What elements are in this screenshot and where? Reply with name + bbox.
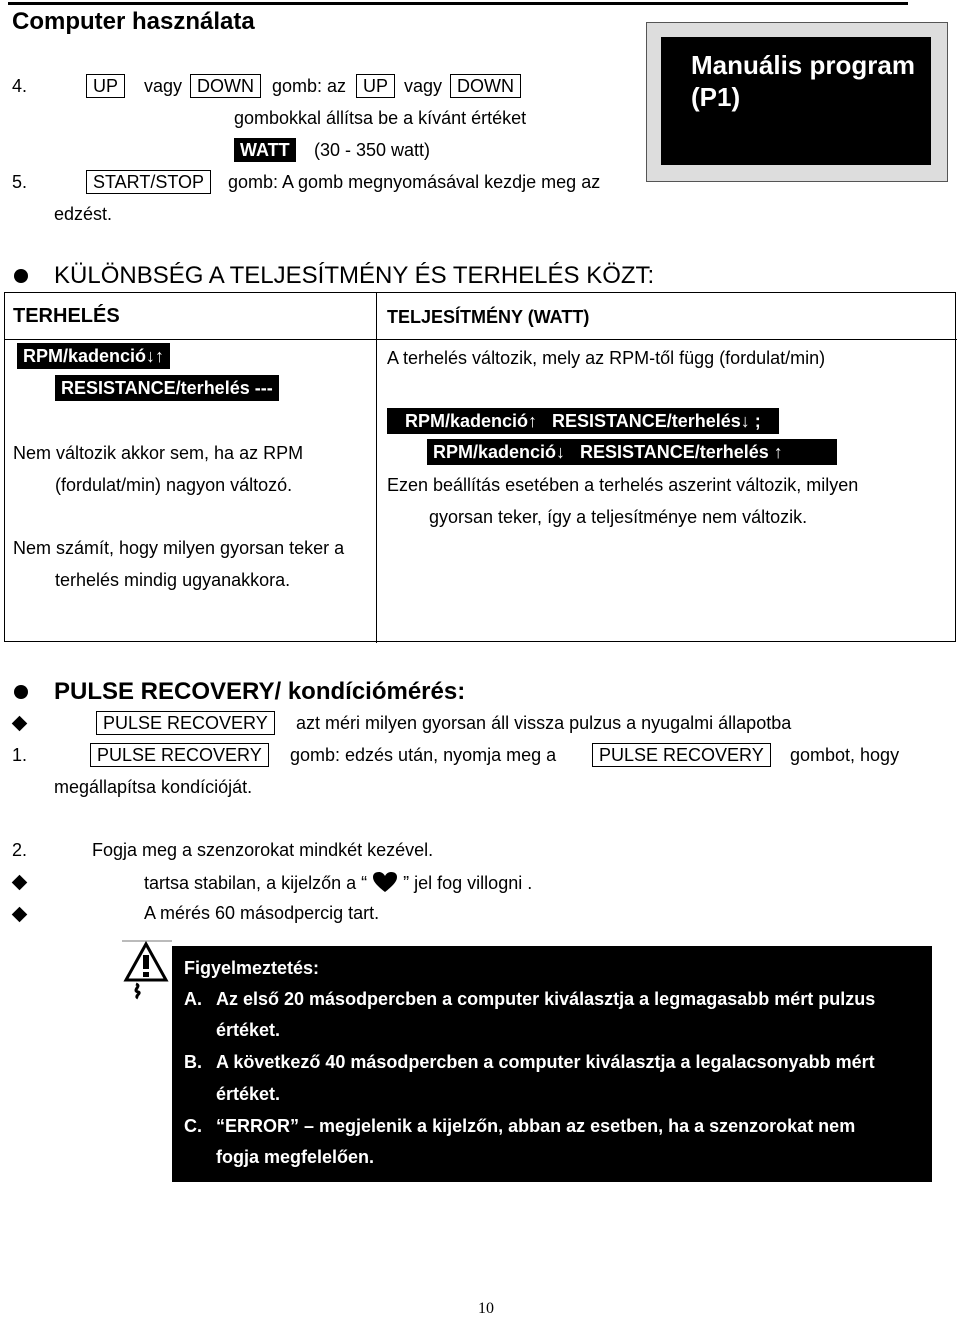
arrow-up-icon: ↑ xyxy=(528,411,538,431)
page-title: Computer használata xyxy=(12,8,255,35)
step5-text: gomb: A gomb megnyomásával kezdje meg az xyxy=(228,172,601,192)
pulse-recovery-button[interactable]: PULSE RECOVERY xyxy=(96,711,275,735)
col2-para2-line1: Ezen beállítás esetében a terhelés aszerint változik, milyen xyxy=(387,475,859,495)
pulse-recovery-description: azt méri milyen gyorsan áll vissza pulzus a nyugalmi állapotba xyxy=(296,713,792,733)
hold-steady-text: tartsa stabilan, a kijelzőn a “ xyxy=(144,873,368,893)
col1-para2-line2: terhelés mindig ugyanakkora. xyxy=(55,570,291,590)
down-button[interactable]: DOWN xyxy=(190,74,261,98)
col1-rpm-label xyxy=(17,343,170,369)
step2-number: 2. xyxy=(12,840,28,860)
col1-para1-line2: (fordulat/min) nagyon változó. xyxy=(55,475,293,495)
arrow-up-icon: ↑ xyxy=(773,442,783,462)
col1-rpm-text: RPM/kadenció xyxy=(23,346,147,366)
section1-heading: KÜLÖNBSÉG A TELJESÍTMÉNY ÉS TERHELÉS KÖZT: xyxy=(54,262,655,289)
pulse-recovery-button-2[interactable]: PULSE RECOVERY xyxy=(90,743,269,767)
col2-para2-line2: gyorsan teker, így a teljesítménye nem változik. xyxy=(429,507,808,527)
col2-res1-sep: ; xyxy=(754,411,761,431)
diamond-bullet-icon xyxy=(12,716,28,732)
col2-rpm1-text: RPM/kadenció xyxy=(405,411,529,431)
page-number: 10 xyxy=(478,1300,494,1317)
warning-a-text-1: Az első 20 másodpercben a computer kiválasztja a legmagasabb mért pulzus xyxy=(216,989,876,1009)
up-button[interactable]: UP xyxy=(86,74,125,98)
step4-or: vagy xyxy=(144,76,183,96)
section2-heading: PULSE RECOVERY/ kondíciómérés: xyxy=(54,678,466,705)
warning-box xyxy=(172,946,932,1182)
start-stop-button[interactable]: START/STOP xyxy=(86,170,211,194)
step5-number: 5. xyxy=(12,172,28,192)
step5-text-2: edzést. xyxy=(54,204,113,224)
step1-text-3: megállapítsa kondícióját. xyxy=(54,777,253,797)
comparison-table xyxy=(4,292,956,642)
diamond-bullet-icon xyxy=(12,875,28,891)
bullet-dot xyxy=(14,269,28,283)
warning-c-label: C. xyxy=(184,1116,202,1136)
warning-b-text-1: A következő 40 másodpercben a computer kiválasztja a legalacsonyabb mért xyxy=(216,1052,875,1072)
warning-a-label: A. xyxy=(184,989,202,1009)
col1-para2-line1: Nem számít, hogy milyen gyorsan teker a xyxy=(13,538,345,558)
pulse-recovery-button-3[interactable]: PULSE RECOVERY xyxy=(592,743,771,767)
col1-header: TERHELÉS xyxy=(13,305,120,327)
step4-or-2: vagy xyxy=(404,76,443,96)
bullet-dot xyxy=(14,685,28,699)
step1-text: gomb: edzés után, nyomja meg a xyxy=(290,745,557,765)
table-header-rule xyxy=(5,339,957,340)
watt-label: WATT xyxy=(234,138,296,162)
arrow-down-icon: ↓ xyxy=(556,442,566,462)
table-divider xyxy=(376,293,377,643)
col2-rpm-row2 xyxy=(427,439,837,465)
arrow-up-icon: ↑ xyxy=(155,346,165,366)
step1-number: 1. xyxy=(12,745,28,765)
warning-c-text-1: “ERROR” – megjelenik a kijelzőn, abban az esetben, ha a szenzorokat nem xyxy=(216,1116,856,1136)
header-rule xyxy=(8,2,908,5)
diamond-bullet-icon xyxy=(12,907,28,923)
warning-title: Figyelmeztetés: xyxy=(184,958,320,978)
col2-para1: A terhelés változik, mely az RPM-től függ (fordulat/min) xyxy=(387,348,826,368)
col2-rpm2-text: RPM/kadenció xyxy=(433,442,557,462)
program-title: Manuális program (P1) xyxy=(691,50,915,112)
program-title-panel xyxy=(661,37,931,165)
col2-header: TELJESÍTMÉNY (WATT) xyxy=(387,307,590,327)
program-title-frame xyxy=(646,22,948,182)
measure-duration-text: A mérés 60 másodpercig tart. xyxy=(144,903,380,923)
hold-steady-text-2: ” jel fog villogni . xyxy=(403,873,533,893)
step4-number: 4. xyxy=(12,76,28,96)
col2-res2-text: RESISTANCE/terhelés xyxy=(580,442,769,462)
col2-rpm-row1 xyxy=(387,408,779,434)
step4-line2: gombokkal állítsa be a kívánt értéket xyxy=(234,108,527,128)
down-button-2[interactable]: DOWN xyxy=(450,74,521,98)
step2-text: Fogja meg a szenzorokat mindkét kezével. xyxy=(92,840,434,860)
col1-para1-line1: Nem változik akkor sem, ha az RPM xyxy=(13,443,304,463)
arrow-down-icon: ↓ xyxy=(146,346,156,366)
warning-b-text-2: értéket. xyxy=(216,1084,281,1104)
up-button-2[interactable]: UP xyxy=(356,74,395,98)
warning-icon xyxy=(122,940,172,1000)
step1-text-2: gombot, hogy xyxy=(790,745,900,765)
arrow-down-icon: ↓ xyxy=(740,411,750,431)
step4-gomb: gomb: az xyxy=(272,76,347,96)
warning-a-text-2: értéket. xyxy=(216,1020,281,1040)
col1-resistance-label: RESISTANCE/terhelés --- xyxy=(55,375,279,401)
hold-steady-line xyxy=(144,871,532,894)
watt-range: (30 - 350 watt) xyxy=(314,140,431,160)
warning-b-label: B. xyxy=(184,1052,202,1072)
col2-res1-text: RESISTANCE/terhelés xyxy=(552,411,741,431)
heart-icon xyxy=(372,871,398,893)
warning-c-text-2: fogja megfelelően. xyxy=(216,1147,375,1167)
